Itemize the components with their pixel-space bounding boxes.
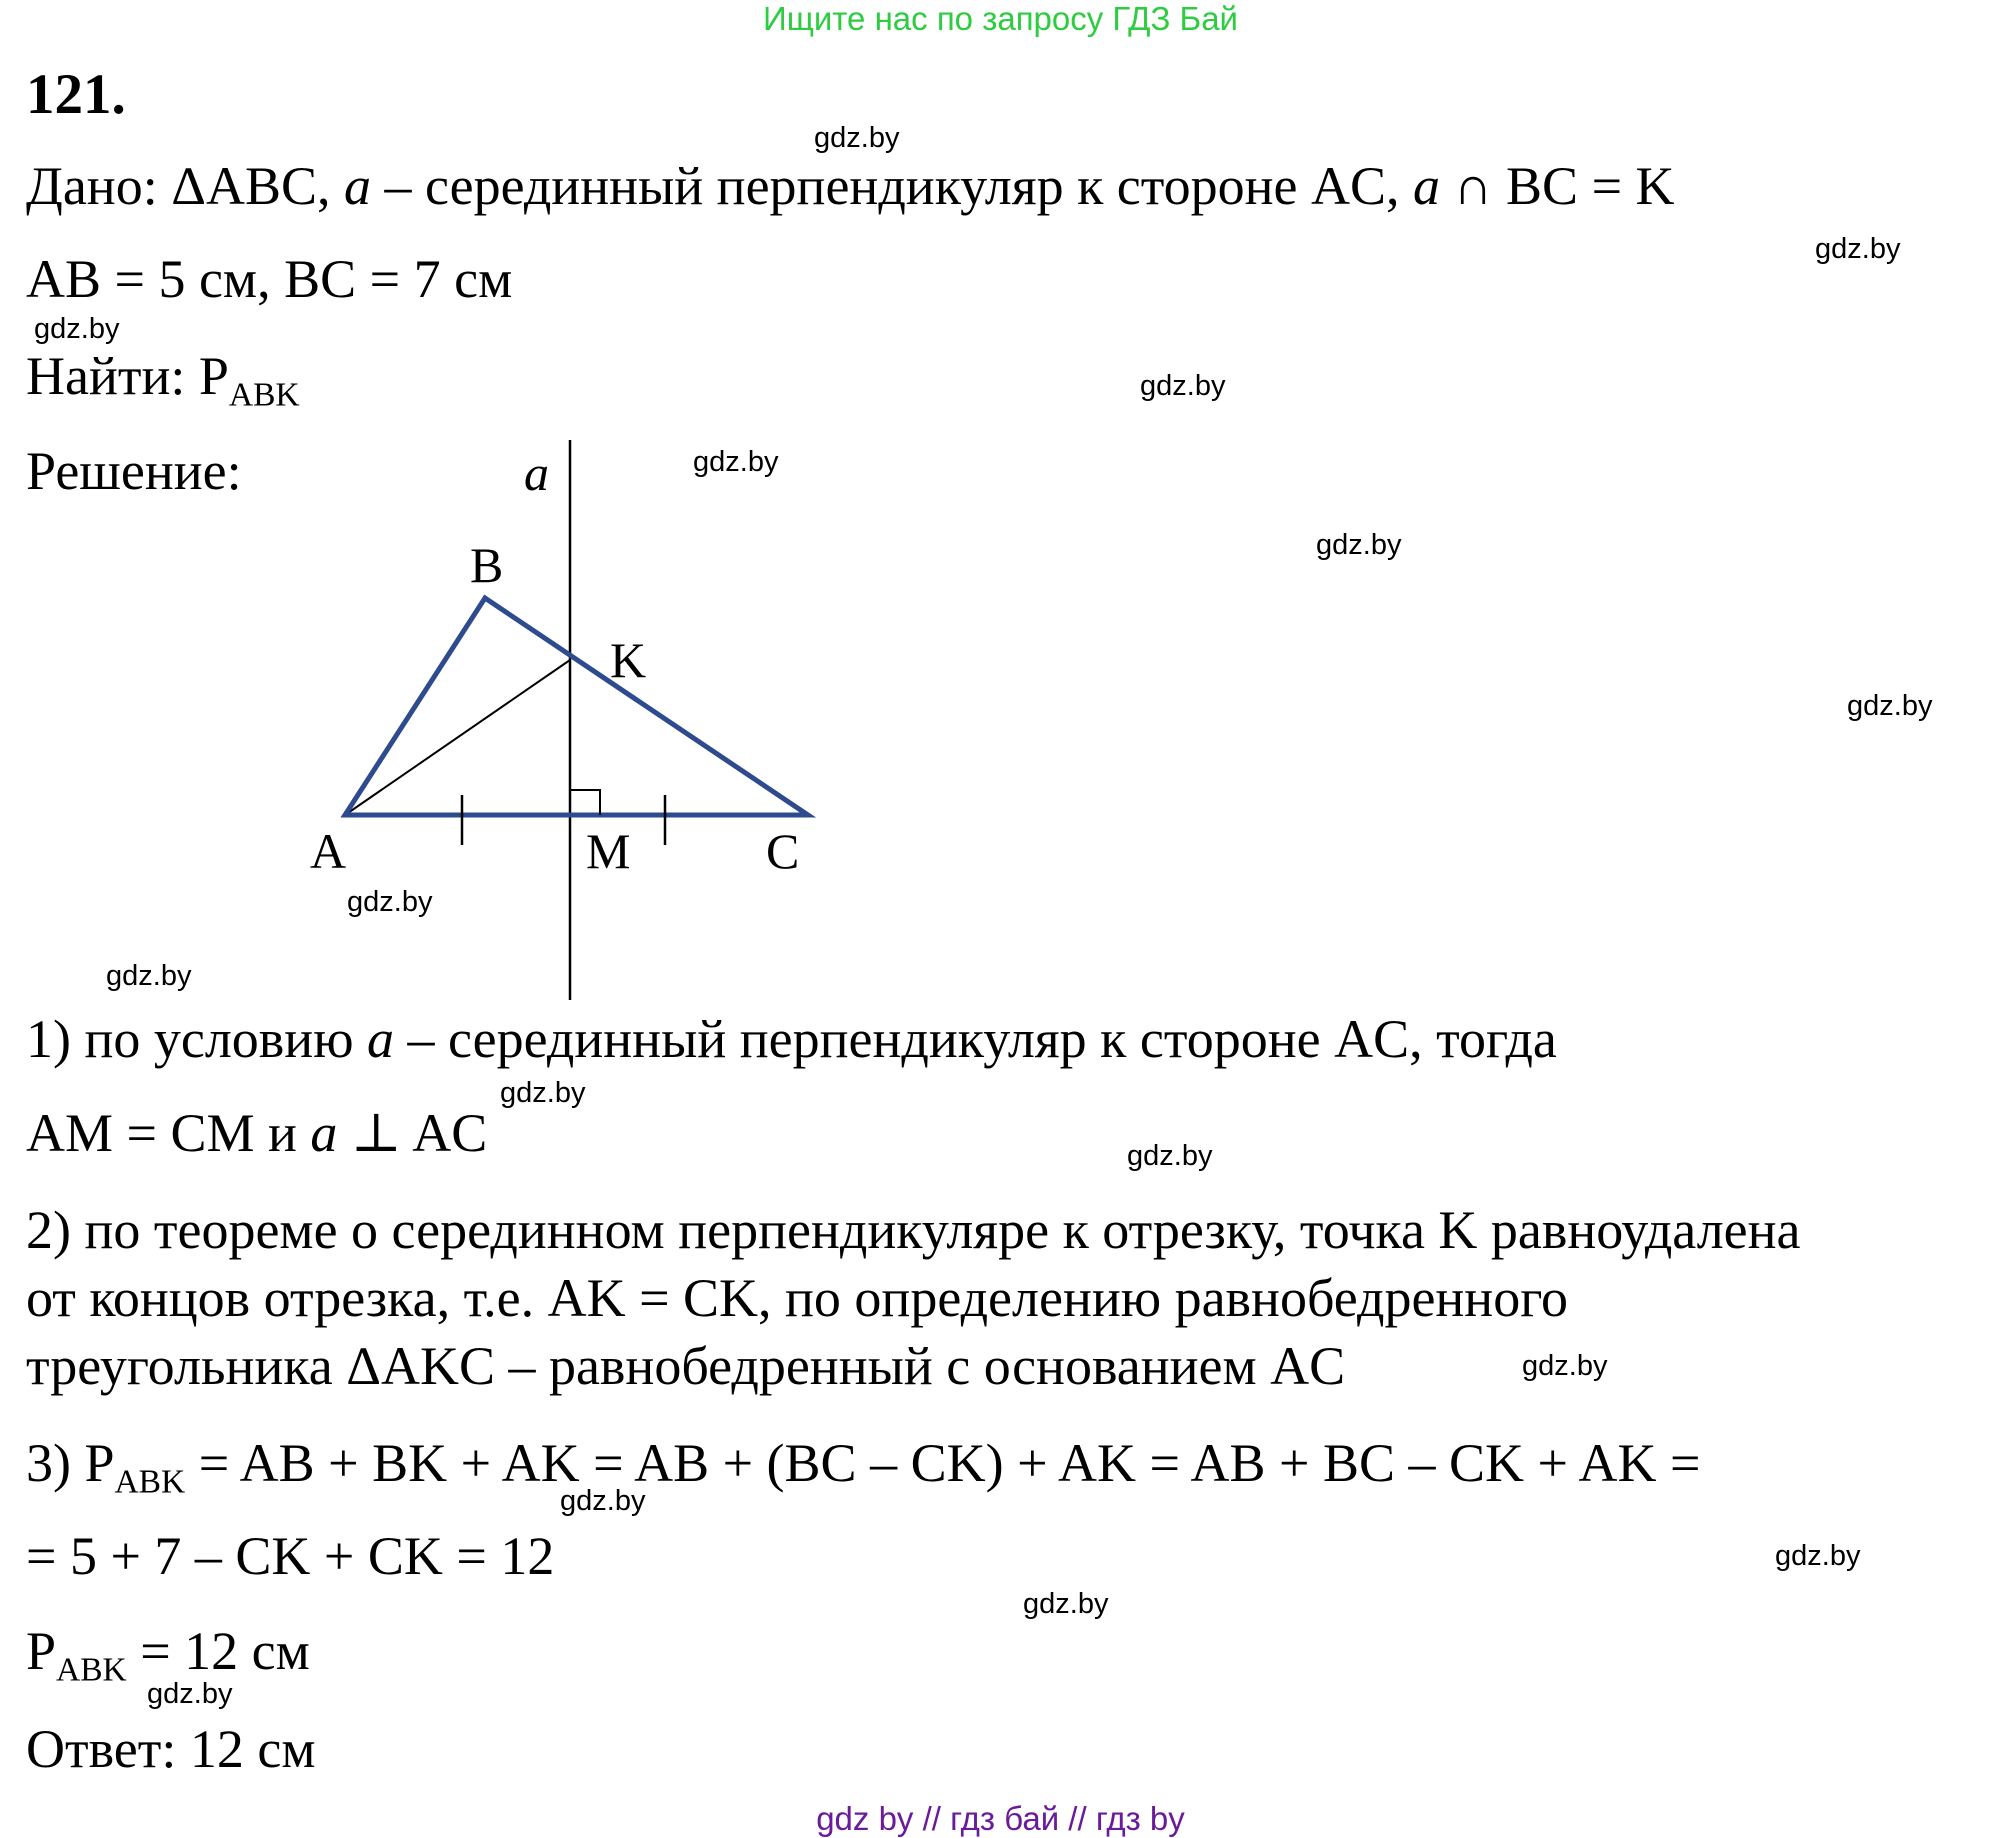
step-2-line-2: от концов отрезка, т.е. AK = CK, по определению равнобедренного (26, 1268, 1569, 1328)
answer-line: Ответ: 12 см (26, 1719, 316, 1779)
step-3-p: 3) P (26, 1433, 115, 1493)
watermark: gdz.by (1522, 1350, 1608, 1382)
watermark: gdz.by (560, 1485, 646, 1517)
step-1-line-1 (26, 1008, 1557, 1070)
label-point-c: C (766, 823, 800, 879)
top-banner: Ищите нас по запросу ГДЗ Бай (763, 0, 1238, 37)
given-text: – серединный перпендикуляр к стороне AC, (384, 156, 1400, 216)
result-p: P (26, 1621, 57, 1681)
result-value: = 12 см (140, 1621, 310, 1681)
triangle-abc (345, 598, 808, 815)
step-1-line-2-text-a: AM = CM и (26, 1103, 297, 1163)
step-3-line-2: = 5 + 7 – CK + CK = 12 (26, 1526, 555, 1586)
label-point-k: K (610, 632, 647, 688)
step-2-line-3: треугольника ΔAKC – равнобедренный с основанием AC (26, 1336, 1346, 1396)
watermark: gdz.by (1127, 1140, 1213, 1172)
step-1-text-a: 1) по условию (26, 1009, 354, 1069)
right-angle-mark (570, 790, 600, 815)
watermark: gdz.by (106, 960, 192, 992)
step-1-line-2-text-b: ⊥ AC (350, 1103, 488, 1163)
find-subscript: ABK (228, 376, 300, 414)
given-var-a: a (343, 156, 371, 216)
watermark: gdz.by (1815, 233, 1901, 265)
watermark: gdz.by (1316, 529, 1402, 561)
watermark: gdz.by (147, 1678, 233, 1710)
label-point-m: M (586, 823, 631, 879)
watermark: gdz.by (814, 122, 900, 154)
given-triangle: ΔABC, (171, 156, 331, 216)
step-1-text-b: – серединный перпендикуляр к стороне AC, тогда (407, 1009, 1557, 1069)
watermark: gdz.by (1775, 1540, 1861, 1572)
step-1-line-2 (26, 1102, 487, 1164)
watermark: gdz.by (1140, 370, 1226, 402)
bottom-banner: gdz by // гдз бай // гдз by (816, 1800, 1185, 1837)
given-label: Дано: (26, 156, 158, 216)
watermark: gdz.by (347, 886, 433, 918)
label-point-a: A (310, 823, 347, 879)
step-2-line-1: 2) по теореме о серединном перпендикуляре к отрезку, точка K равноудалена (26, 1200, 1801, 1260)
find-symbol: P (198, 346, 229, 406)
watermark: gdz.by (1847, 690, 1933, 722)
label-line-a: a (524, 445, 549, 501)
watermark: gdz.by (34, 313, 120, 345)
label-point-b: B (470, 537, 504, 593)
given-intersection: ∩ BC = K (1453, 156, 1675, 216)
given-line-2: AB = 5 см, BC = 7 см (26, 249, 513, 309)
step-3-subscript: ABK (114, 1463, 186, 1501)
step-1-line-2-var: a (310, 1103, 338, 1163)
step-3-expression: = AB + BK + AK = AB + (BC – CK) + AK = AB + BC – CK + AK = (198, 1433, 1701, 1493)
result-subscript: ABK (56, 1651, 127, 1689)
watermark: gdz.by (500, 1077, 586, 1109)
given-var-a-2: a (1413, 156, 1441, 216)
segment-ak (345, 660, 570, 815)
find-label: Найти: (26, 346, 186, 406)
solution-label: Решение: (26, 441, 242, 501)
result-line (26, 1620, 310, 1689)
problem-number: 121. (26, 63, 126, 126)
watermark: gdz.by (693, 446, 779, 478)
step-1-var-a: a (367, 1009, 395, 1069)
watermark: gdz.by (1023, 1588, 1109, 1620)
